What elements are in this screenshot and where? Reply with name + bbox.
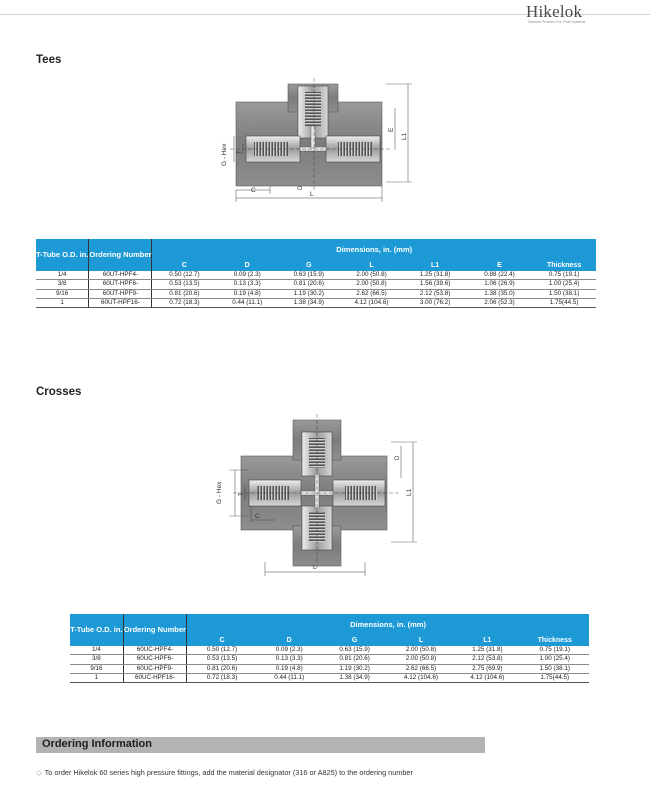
cell-value: 2.62 (66.5) <box>340 289 404 298</box>
cell-value: 4.12 (104.6) <box>454 673 520 682</box>
ordering-note-text: To order Hikelok 60 series high pressure fittings, add the material designator (316 or A825) to the ordering number <box>44 768 413 777</box>
crosses-col-od-header: T-Tube O.D. in. <box>70 614 123 646</box>
cell-value: 1.00 (25.4) <box>532 280 596 289</box>
cell-value: 4.12 (104.6) <box>340 298 404 307</box>
brand-name: Hikelok <box>526 2 583 21</box>
cell-ordering: 60UC-HPF6- <box>123 655 186 664</box>
cell-value: 0.81 (20.6) <box>187 664 257 673</box>
ordering-info-title: Ordering Information <box>42 738 152 750</box>
table-row <box>36 298 596 307</box>
cross-label-t: T <box>239 492 245 496</box>
cell-od: 1 <box>36 298 89 307</box>
crosses-col-header: G <box>321 634 387 646</box>
cell-value: 1.19 (30.2) <box>321 664 387 673</box>
tees-col-header: L <box>340 259 404 271</box>
cell-value: 1.19 (30.2) <box>278 289 340 298</box>
ordering-note <box>36 768 413 777</box>
cell-value: 4.12 (104.6) <box>388 673 454 682</box>
cell-value: 1.56 (39.6) <box>403 280 466 289</box>
tees-col-header: G <box>278 259 340 271</box>
cell-value: 0.81 (20.6) <box>321 655 387 664</box>
cross-label-ghex: G - Hex <box>216 481 223 504</box>
tee-label-t: T <box>237 150 243 154</box>
tee-diagram <box>210 78 420 210</box>
cell-value: 0.72 (18.3) <box>152 298 216 307</box>
cell-value: 1.50 (38.1) <box>532 289 596 298</box>
cell-value: 2.00 (50.8) <box>340 271 404 280</box>
cell-value: 2.62 (66.5) <box>388 664 454 673</box>
tee-label-l1: L1 <box>401 132 408 140</box>
cell-value: 0.50 (12.7) <box>187 646 257 655</box>
crosses-col-header: C <box>187 634 257 646</box>
cell-value: 2.12 (53.8) <box>403 289 466 298</box>
cell-value: 0.44 (11.1) <box>257 673 321 682</box>
crosses-col-header: L <box>388 634 454 646</box>
tees-title: Tees <box>36 54 62 66</box>
table-row <box>36 280 596 289</box>
brand-tagline: Solution Provider For Fluid Systems <box>528 20 586 24</box>
table-row <box>70 673 589 682</box>
tee-label-ghex: G - Hex <box>221 143 228 166</box>
cell-od: 3/8 <box>36 280 89 289</box>
crosses-col-ordering-header: Ordering Number <box>123 614 186 646</box>
tee-right-thread <box>338 142 372 156</box>
tees-col-header: D <box>216 259 278 271</box>
cross-label-l: L <box>313 564 317 571</box>
cell-value: 0.53 (13.5) <box>187 655 257 664</box>
cell-value: 0.13 (3.3) <box>257 655 321 664</box>
cell-value: 1.75(44.5) <box>521 673 589 682</box>
cell-od: 3/8 <box>70 655 123 664</box>
cell-od: 1/4 <box>70 646 123 655</box>
tee-passage-v <box>311 126 315 148</box>
cell-value: 1.25 (31.8) <box>403 271 466 280</box>
cell-ordering: 60UT-HPF6- <box>89 280 152 289</box>
crosses-col-header: Thickness <box>521 634 589 646</box>
tee-top-thread <box>305 92 321 126</box>
brand-logo <box>526 2 626 24</box>
tees-dimensions-header: Dimensions, in. (mm) <box>152 239 596 259</box>
cell-value: 0.72 (18.3) <box>187 673 257 682</box>
cross-label-d: D <box>395 455 401 460</box>
cell-value: 2.06 (52.3) <box>467 298 532 307</box>
cell-value: 1.38 (34.9) <box>321 673 387 682</box>
cell-value: 2.00 (50.8) <box>340 280 404 289</box>
cell-ordering: 60UT-HPF16- <box>89 298 152 307</box>
table-row <box>36 289 596 298</box>
tees-col-header: Thickness <box>532 259 596 271</box>
cell-value: 1.38 (34.9) <box>278 298 340 307</box>
cell-value: 0.53 (13.5) <box>152 280 216 289</box>
cell-value: 0.44 (11.1) <box>216 298 278 307</box>
cell-value: 0.81 (20.6) <box>152 289 216 298</box>
cell-od: 9/16 <box>70 664 123 673</box>
tee-label-d: D <box>298 185 304 190</box>
cross-label-c: C <box>255 513 260 520</box>
cross-diagram <box>205 412 420 580</box>
ordering-info-bar <box>36 737 485 753</box>
cell-value: 0.88 (22.4) <box>467 271 532 280</box>
tees-col-ordering-header: Ordering Number <box>89 239 152 271</box>
cell-ordering: 60UC-HPF9- <box>123 664 186 673</box>
cell-value: 1.25 (31.8) <box>454 646 520 655</box>
crosses-col-header: D <box>257 634 321 646</box>
cell-ordering: 60UT-HPF9- <box>89 289 152 298</box>
cell-value: 0.13 (3.3) <box>216 280 278 289</box>
tee-left-thread <box>254 142 288 156</box>
cell-value: 1.00 (25.4) <box>521 655 589 664</box>
cell-value: 0.81 (20.6) <box>278 280 340 289</box>
cell-value: 2.00 (50.8) <box>388 646 454 655</box>
cell-value: 0.19 (4.8) <box>216 289 278 298</box>
table-row <box>36 271 596 280</box>
cell-value: 3.00 (76.2) <box>403 298 466 307</box>
tees-col-header: L1 <box>403 259 466 271</box>
cell-ordering: 60UC-HPF4- <box>123 646 186 655</box>
cell-od: 1 <box>70 673 123 682</box>
cell-value: 2.75 (69.9) <box>454 664 520 673</box>
tees-spec-table <box>36 239 596 308</box>
table-row <box>70 646 589 655</box>
cell-value: 1.06 (26.9) <box>467 280 532 289</box>
tee-label-c: C <box>251 187 256 194</box>
cell-value: 2.12 (53.8) <box>454 655 520 664</box>
cell-value: 0.50 (12.7) <box>152 271 216 280</box>
tee-label-l: L <box>310 191 314 198</box>
crosses-spec-table <box>70 614 589 683</box>
tee-label-e: E <box>388 127 395 132</box>
cross-label-l1: L1 <box>406 488 413 496</box>
tees-col-header: C <box>152 259 216 271</box>
bullet-diamond-icon: ◇ <box>36 768 42 777</box>
cell-value: 0.09 (2.3) <box>257 646 321 655</box>
cell-value: 0.75 (19.1) <box>521 646 589 655</box>
tees-col-od-header: T-Tube O.D. in. <box>36 239 89 271</box>
tees-col-header: E <box>467 259 532 271</box>
crosses-col-header: L1 <box>454 634 520 646</box>
cell-value: 2.00 (50.8) <box>388 655 454 664</box>
cell-od: 1/4 <box>36 271 89 280</box>
crosses-title: Crosses <box>36 386 82 398</box>
cell-value: 1.75(44.5) <box>532 298 596 307</box>
cell-value: 1.38 (35.0) <box>467 289 532 298</box>
cell-value: 0.63 (15.9) <box>278 271 340 280</box>
cell-ordering: 60UT-HPF4- <box>89 271 152 280</box>
cell-value: 0.63 (15.9) <box>321 646 387 655</box>
cell-value: 1.50 (38.1) <box>521 664 589 673</box>
cell-value: 0.09 (2.3) <box>216 271 278 280</box>
table-row <box>70 655 589 664</box>
cell-value: 0.19 (4.8) <box>257 664 321 673</box>
cell-od: 9/16 <box>36 289 89 298</box>
cell-value: 0.75 (19.1) <box>532 271 596 280</box>
cell-ordering: 60UC-HPF16- <box>123 673 186 682</box>
table-row <box>70 664 589 673</box>
crosses-dimensions-header: Dimensions, in. (mm) <box>187 614 589 634</box>
